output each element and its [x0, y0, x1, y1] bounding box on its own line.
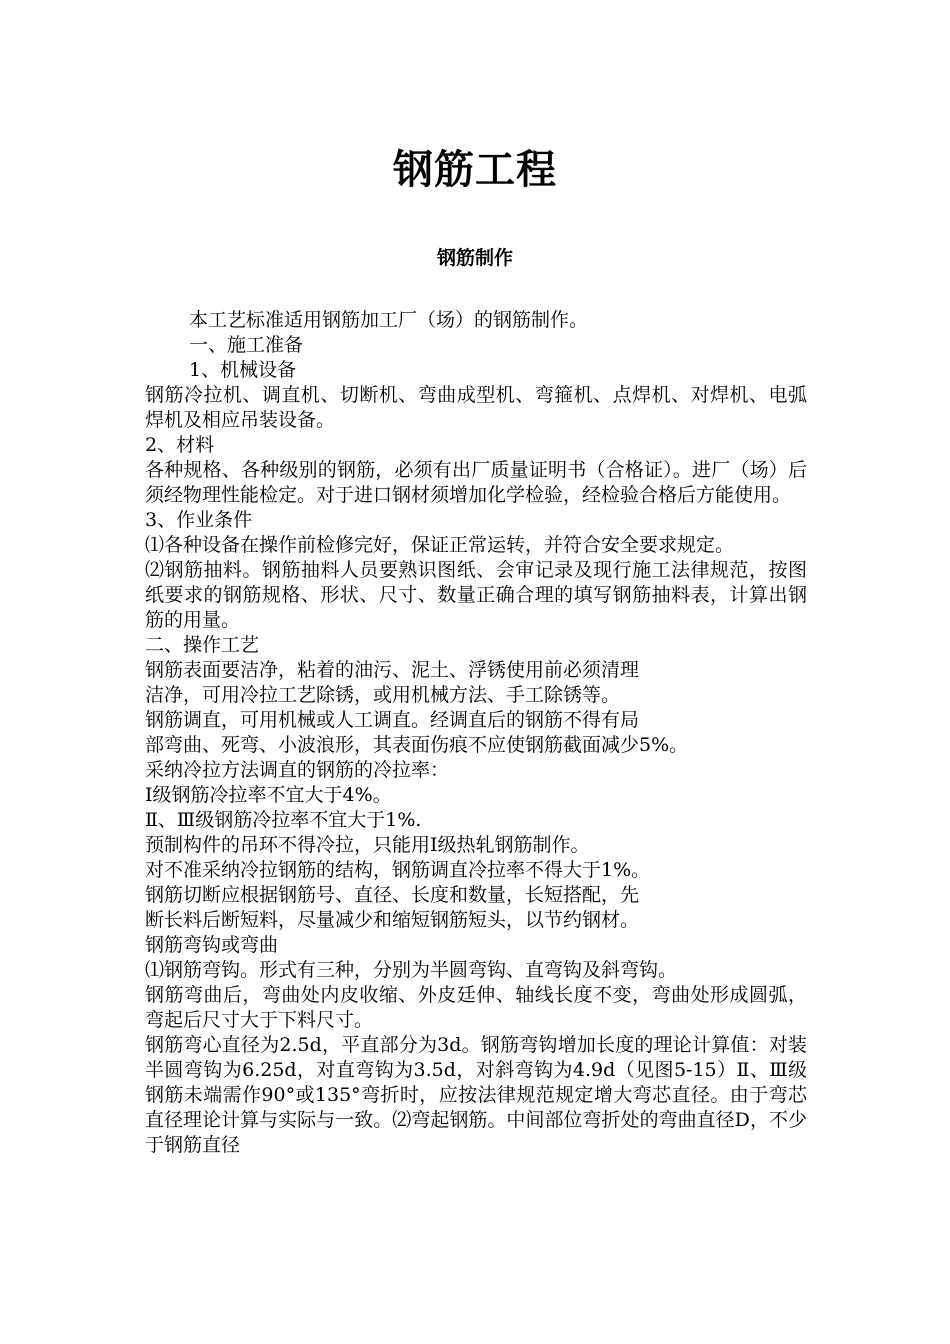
process-line: 采纳冷拉方法调直的钢筋的冷拉率： [145, 759, 450, 781]
process-line: Ⅰ级钢筋冷拉率不宜大于4%。 [145, 784, 392, 806]
subheading-work-conditions: 3、作业条件 [145, 509, 253, 531]
process-line: ⑴钢筋弯钩。形式有三种，分别为半圆弯钩、直弯钩及斜弯钩。 [145, 959, 678, 981]
process-line: 钢筋表面要洁净，粘着的油污、泥土、浮锈使用前必须清理 [145, 659, 640, 681]
document-body [145, 308, 807, 1158]
document-title: 钢筋工程 [393, 147, 557, 193]
process-line: Ⅱ、Ⅲ级钢筋冷拉率不宜大于1%. [145, 809, 422, 831]
work-condition-item-1: ⑴各种设备在操作前检修完好，保证正常运转，并符合安全要求规定。 [145, 534, 735, 556]
process-line: 部弯曲、死弯、小波浪形，其表面伤痕不应使钢筋截面减少5%。 [145, 734, 689, 756]
subheading-machinery: 1、机械设备 [189, 359, 297, 381]
work-condition-item-2: ⑵钢筋抽料。钢筋抽料人员要熟识图纸、会审记录及现行施工法律规范，按图纸要求的钢筋规格、形状、尺寸、数量正确合理的填写钢筋抽料表，计算出钢筋的用量。 [145, 559, 807, 631]
process-line: 钢筋切断应根据钢筋号、直径、长度和数量，长短搭配，先 [145, 884, 640, 906]
process-line: 断长料后断短料，尽量减少和缩短钢筋短头，以节约钢材。 [145, 909, 640, 931]
process-line: 钢筋调直，可用机械或人工调直。经调直后的钢筋不得有局 [145, 709, 640, 731]
section-subtitle: 钢筋制作 [436, 247, 513, 269]
process-line: 对不准采纳冷拉钢筋的结构，钢筋调直冷拉率不得大于1%。 [145, 859, 651, 881]
process-line: 洁净，可用冷拉工艺除锈，或用机械方法、手工除锈等。 [145, 684, 621, 706]
section-heading-process: 二、操作工艺 [145, 634, 260, 656]
process-line: 预制构件的吊环不得冷拉，只能用Ⅰ级热轧钢筋制作。 [145, 834, 590, 856]
section-heading-preparation: 一、施工准备 [189, 334, 304, 356]
subheading-materials: 2、材料 [145, 434, 215, 456]
bending-calculation-paragraph: 钢筋弯心直径为2.5d，平直部分为3d。钢筋弯钩增加长度的理论计算值：对装半圆弯钩为6.25d，对直弯钩为3.5d，对斜弯钩为4.9d（见图5-15）Ⅱ、Ⅲ级钢筋未端需作90°或135°弯折时，应按法律规范规定增大弯芯直径。由于弯芯直径理论计算与实际与一致。⑵弯起钢筋。中间部位弯折处的弯曲直径D，不少于钢筋直径 [145, 1034, 807, 1156]
machinery-paragraph: 钢筋冷拉机、调直机、切断机、弯曲成型机、弯箍机、点焊机、对焊机、电弧焊机及相应吊装设备。 [145, 384, 807, 431]
process-line: 钢筋弯钩或弯曲 [145, 934, 279, 956]
materials-paragraph: 各种规格、各种级别的钢筋，必须有出厂质量证明书（合格证）。进厂（场）后须经物理性能检定。对于进口钢材须增加化学检验，经检验合格后方能使用。 [145, 459, 807, 506]
bending-paragraph: 钢筋弯曲后，弯曲处内皮收缩、外皮廷伸、轴线长度不变，弯曲处形成圆弧，弯起后尺寸大于下料尺寸。 [145, 984, 807, 1031]
intro-paragraph: 本工艺标准适用钢筋加工厂（场）的钢筋制作。 [189, 309, 589, 331]
